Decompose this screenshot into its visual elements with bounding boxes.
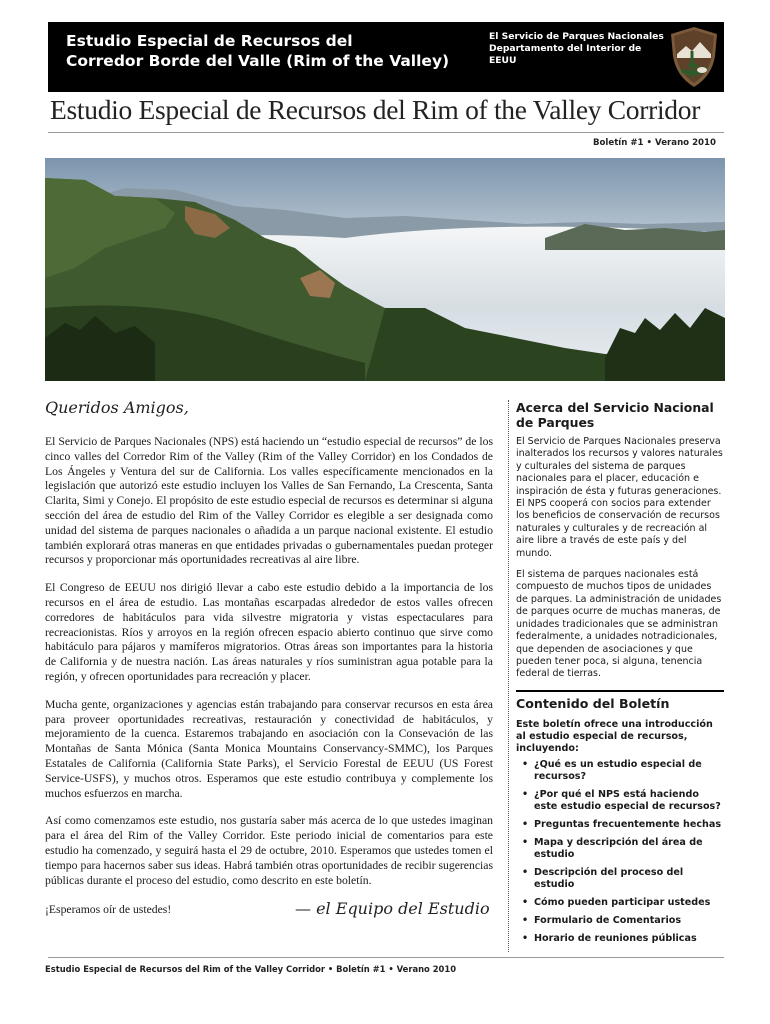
letter-paragraph: El Servicio de Parques Nacionales (NPS) está haciendo un “estudio especial de recursos” de los cinco valles del Corredor Rim of the Valley (Rim of the Valley Corridor) en los Condados de Los Ángeles y Ventura del sur de California. Los valles específicamente mencionados en la legislación que autorizó este estudio incluyen los Valles de San Fernando, La Crescenta, Santa Clarita, Simi y Conejo. El propósito de este estudio especial de recursos es determinar si alguna sección del área de estudio del Rim of the Valley Corridor es elegible a ser designada como unidad del sistema de parques nacionales o añadida a un parque nacional existente. El estudio también explorará otras maneras en que entidades privadas o gubernamentales puedan proteger recursos y proporcionar más oportunidades recreativas al aire libre. (45, 435, 493, 567)
list-item: • Descripción del proceso del estudio (516, 867, 724, 891)
page-footer: Estudio Especial de Recursos del Rim of the Valley Corridor • Boletín #1 • Verano 2010 (45, 964, 457, 974)
about-paragraph: El sistema de parques nacionales está compuesto de muchos tipos de unidades de parques. La administración de unidades de parques ocurre de muchas maneras, de unidades tradicionales que se administran federalmente, a unidades notradicionales, que dependen de asociaciones y que pueden tener poca, si alguna, tenencia federal de tierras. (516, 569, 722, 680)
list-item: • Cómo pueden participar ustedes (516, 897, 724, 909)
about-heading: Acerca del Servicio Nacional de Parques (516, 400, 714, 430)
letter-paragraph: Así como comenzamos este estudio, nos gustaría saber más acerca de lo que ustedes imaginan para el área del Rim of the Valley Corridor. Este periodo inicial de comentarios para este estudio ha comenzado, y seguirá hasta el 29 de octubre, 2010. Esperamos que ustedes tomen el tiempo para hacernos saber sus ideas. Habrá también otras oportunidades de recibir sugerencias públicas durante el proceso del estudio, como descrito en este boletín. (45, 814, 493, 887)
column-divider (508, 400, 509, 952)
letter-signature: — el Equipo del Estudio (295, 899, 490, 919)
nps-arrowhead-icon (668, 26, 720, 88)
list-item: • ¿Qué es un estudio especial de recursos? (516, 759, 724, 783)
landscape-photo (45, 158, 725, 381)
contents-box (516, 690, 724, 946)
header-banner (48, 22, 724, 92)
list-item: • ¿Por qué el NPS está haciendo este estudio especial de recursos? (516, 789, 724, 813)
list-item: • Formulario de Comentarios (516, 915, 724, 927)
contents-heading: Contenido del Boletín (516, 695, 670, 711)
letter-paragraph: El Congreso de EEUU nos dirigió llevar a cabo este estudio debido a la importancia de los recursos en el área de estudio. Las montañas escarpadas alrededor de estos valles ofrecen corredores de habitáculos para vida silvestre migratoria y vistas espectaculares para recreacionistas. Ríos y arroyos en la región ofrecen espacio abierto continuo que sirve como habitáculo para pájaros y mamíferos migratorios. Otras áreas son importantes para la historia de California y de nuestra nación. Las áreas naturales y ríos suministran agua potable para la región, y ofrecen oportunidades para recreación y placer. (45, 581, 493, 683)
letter-column (45, 398, 493, 923)
agency-name: El Servicio de Parques Nacionales Departamento del Interior de EEUU (489, 31, 664, 66)
letter-closing-row (45, 901, 493, 923)
letter-body (45, 435, 493, 888)
footer-rule (48, 957, 724, 958)
banner-title: Estudio Especial de Recursos del Corredor Borde del Valle (Rim of the Valley) (66, 32, 450, 70)
letter-closing: ¡Esperamos oír de ustedes! (45, 903, 172, 917)
letter-paragraph: Mucha gente, organizaciones y agencias están trabajando para conservar recursos en esta área para proveer oportunidades recreativas, restauración y conectividad de habitáculos, y mejoramiento de la cuenca. Estaremos trabajando en asociación con la Consevación de las Montañas de Santa Mónica (Santa Monica Mountains Conservancy-SMMC), los Parques Estatales de California (California State Parks), el Servicio Forestal de EEUU (US Forest Service-USFS), y muchos otros. Esperamos que este estudio contribuya y complemente los muchos esfuerzos en marcha. (45, 697, 493, 800)
list-item: • Mapa y descripción del área de estudio (516, 837, 724, 861)
list-item: • Preguntas frecuentemente hechas (516, 819, 724, 831)
about-paragraph: El Servicio de Parques Nacionales preserva inalterados los recursos y valores naturales y culturales del sistema de parques nacionales para el placer, educación e inspiración de ésta y futuras generaciones. El NPS cooperá con socios para extender los beneficios de conservación de recursos naturales y culturales y de recreación al aire libre a través de este país y del mundo. (516, 436, 723, 559)
contents-intro: Este boletín ofrece una introducción al estudio especial de recursos, incluyendo: (516, 718, 713, 755)
sidebar (516, 400, 724, 951)
issue-line: Boletín #1 • Verano 2010 (592, 138, 716, 148)
page-title: Estudio Especial de Recursos del Rim of the Valley Corridor (50, 94, 701, 125)
title-rule (48, 132, 724, 133)
letter-greeting: Queridos Amigos, (45, 398, 189, 417)
list-item: • Horario de reuniones públicas (516, 933, 724, 945)
contents-list (516, 759, 724, 945)
